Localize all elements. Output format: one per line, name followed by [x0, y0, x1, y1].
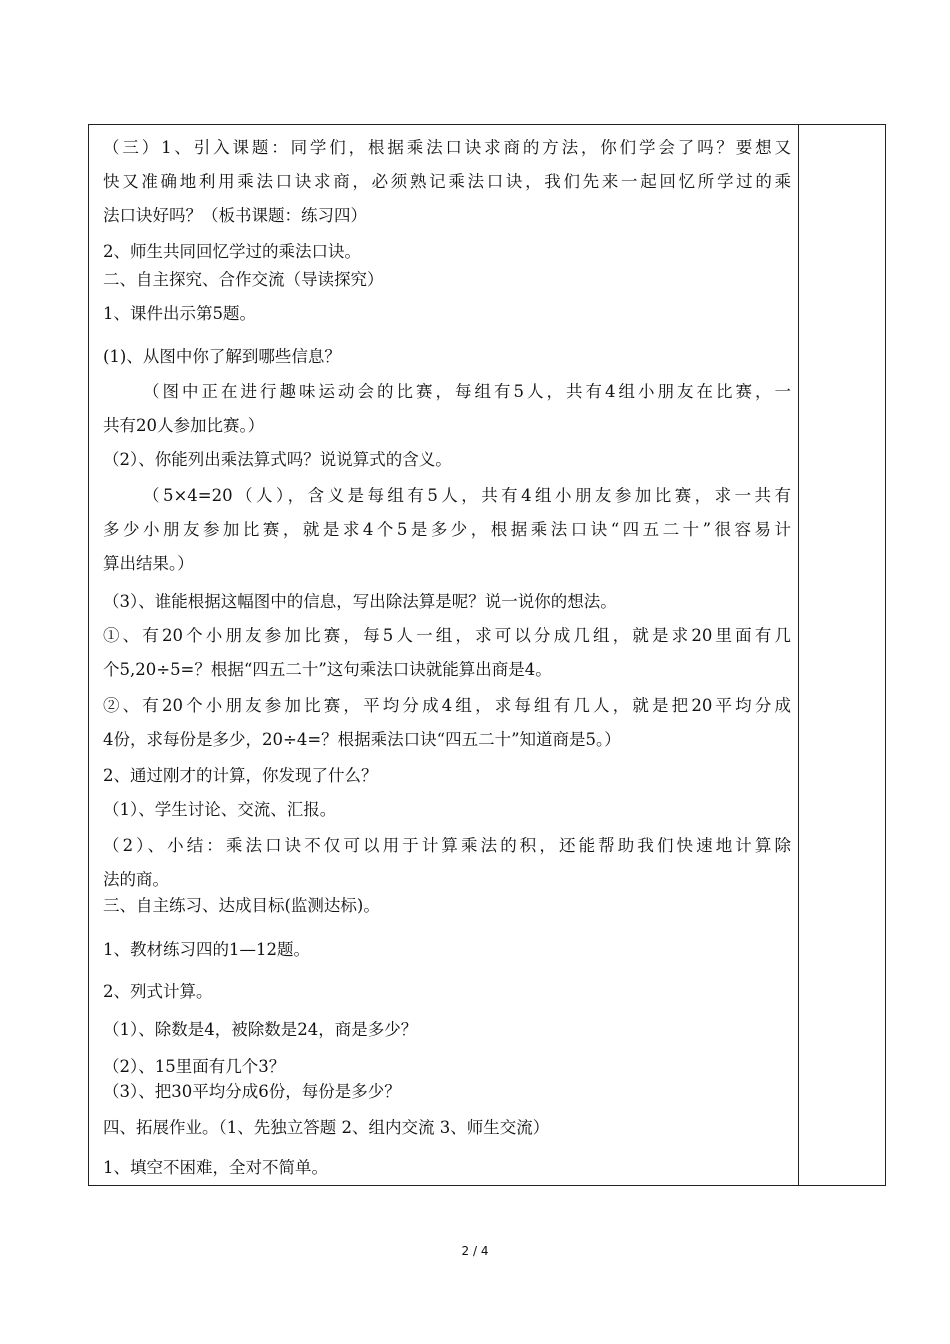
text-line: 快又准确地利用乘法口诀求商，必须熟记乘法口诀，我们先来一起回忆所学过的乘 — [103, 172, 791, 191]
text-line: 共有20人参加比赛。） — [103, 416, 265, 435]
text-line: 个5,20÷5=？根据“四五二十”这句乘法口诀就能算出商是4。 — [103, 660, 552, 679]
section-heading: 二、自主探究、合作交流（导读探究） — [103, 270, 384, 289]
text-line: ②、有20个小朋友参加比赛，平均分成4组，求每组有几人，就是把20平均分成 — [103, 696, 791, 715]
column-divider — [798, 125, 799, 1185]
text-line: （2）、你能列出乘法算式吗？说说算式的含义。 — [103, 450, 452, 469]
lesson-table — [88, 124, 886, 1186]
text-line: （1）、除数是4，被除数是24，商是多少？ — [103, 1020, 418, 1039]
page-number: 2 / 4 — [461, 1244, 489, 1258]
text-line: （图中正在进行趣味运动会的比赛，每组有5人，共有4组小朋友在比赛，一 — [143, 382, 791, 401]
text-line: （3）、谁能根据这幅图中的信息，写出除法算是呢？说一说你的想法。 — [103, 592, 617, 611]
text-line: 1、填空不困难，全对不简单。 — [103, 1158, 328, 1177]
section-heading: 四、拓展作业。（1、先独立答题 2、组内交流 3、师生交流） — [103, 1118, 550, 1137]
text-line: 2、师生共同回忆学过的乘法口诀。 — [103, 242, 361, 261]
text-line: （2）、15里面有几个3？ — [103, 1057, 286, 1076]
text-line: 多少小朋友参加比赛，就是求4个5是多少，根据乘法口诀“四五二十”很容易计 — [103, 520, 791, 539]
text-line: 1、课件出示第5题。 — [103, 304, 256, 323]
text-line: （5×4=20（人），含义是每组有5人，共有4组小朋友参加比赛，求一共有 — [143, 486, 791, 505]
text-line: (1)、从图中你了解到哪些信息？ — [103, 347, 341, 366]
text-line: 算出结果。） — [103, 554, 194, 573]
text-line: （1）、学生讨论、交流、汇报。 — [103, 800, 337, 819]
text-line: （2）、小结：乘法口诀不仅可以用于计算乘法的积，还能帮助我们快速地计算除 — [103, 836, 791, 855]
text-line: 1、教材练习四的1—12题。 — [103, 940, 310, 959]
text-line: 2、通过刚才的计算，你发现了什么？ — [103, 766, 378, 785]
text-line: 4份，求每份是多少，20÷4=？根据乘法口诀“四五二十”知道商是5。） — [103, 730, 621, 749]
text-line: ①、有20个小朋友参加比赛，每5人一组，求可以分成几组，就是求20里面有几 — [103, 626, 791, 645]
text-line: 法口诀好吗？（板书课题：练习四） — [103, 206, 367, 225]
section-heading: 三、自主练习、达成目标(监测达标)。 — [103, 896, 380, 915]
text-line: 2、列式计算。 — [103, 982, 213, 1001]
text-line: （3）、把30平均分成6份，每份是多少？ — [103, 1082, 401, 1101]
text-line: （三）1、引入课题：同学们，根据乘法口诀求商的方法，你们学会了吗？要想又 — [103, 138, 791, 157]
text-line: 法的商。 — [103, 870, 169, 889]
